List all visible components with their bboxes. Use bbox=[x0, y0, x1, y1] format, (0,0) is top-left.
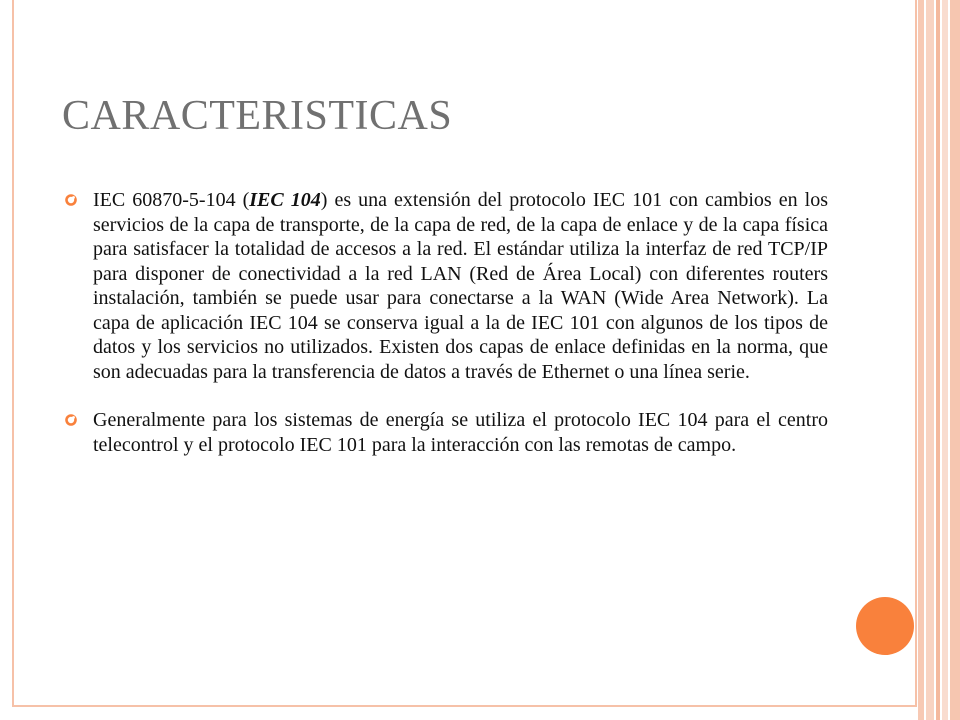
decorative-stripe bbox=[942, 0, 948, 720]
decorative-stripe bbox=[950, 0, 960, 720]
decorative-stripe bbox=[918, 0, 924, 720]
slide-title: CARACTERISTICAS bbox=[62, 93, 453, 139]
bullet-item bbox=[62, 188, 828, 384]
slide-content bbox=[62, 188, 828, 457]
bullet-text-emphasis: IEC 104 bbox=[249, 189, 321, 211]
bullet-text-after: ) es una extensión del protocolo IEC 101 con cambios en los servicios de la capa de transporte, de la capa de red, de la capa de enlace y de la capa física para satisfacer la totalidad de accesos a la red. El estándar utiliza la interfaz de red TCP/IP para disponer de conectividad a la red LAN (Red de Área Local) con diferentes routers instalación, también se puede usar para conectarse a la WAN (Wide Area Network). La capa de aplicación IEC 104 se conserva igual a la de IEC 101 con algunos de los tipos de datos y los servicios no utilizados. Existen dos capas de enlace definidas en la norma, que son adecuadas para la transferencia de datos a través de Ethernet o una línea serie. bbox=[93, 189, 828, 383]
bullet-icon bbox=[64, 193, 78, 207]
bullet-text-before: IEC 60870-5-104 ( bbox=[93, 189, 250, 211]
bullet-item bbox=[62, 408, 828, 457]
decorative-stripe bbox=[926, 0, 934, 720]
decorative-circle bbox=[856, 597, 914, 655]
decorative-stripe bbox=[936, 0, 940, 720]
bullet-text: Generalmente para los sistemas de energía se utiliza el protocolo IEC 104 para el centro telecontrol y el protocolo IEC 101 para la interacción con las remotas de campo. bbox=[93, 409, 828, 456]
bullet-icon bbox=[64, 413, 78, 427]
